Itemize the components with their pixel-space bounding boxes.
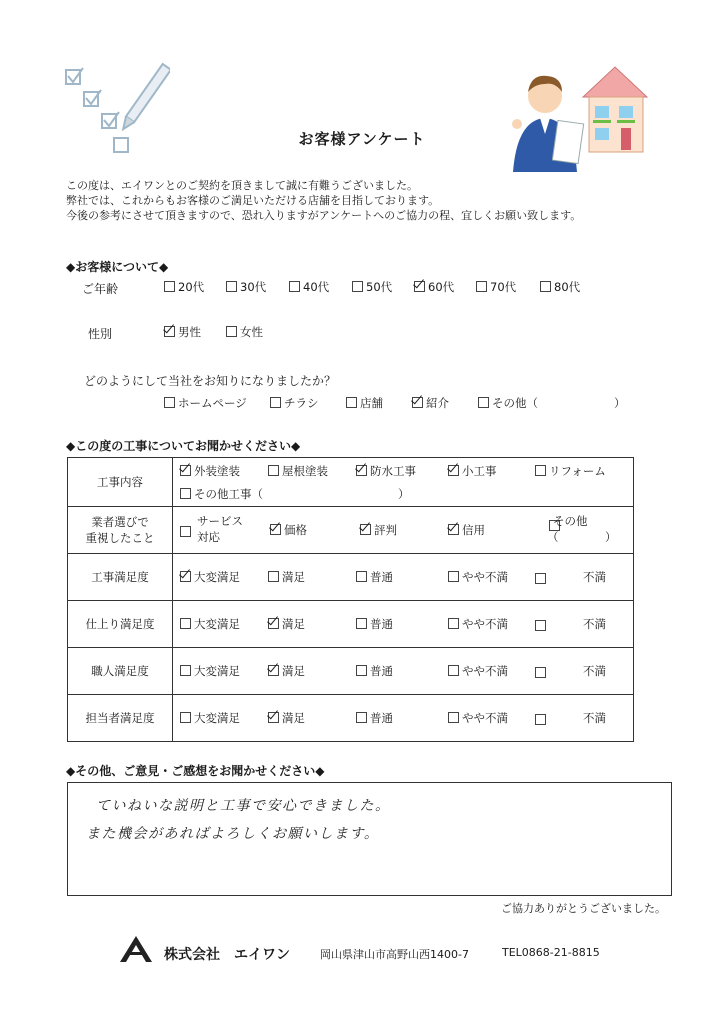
checkbox-label: 満足 xyxy=(282,711,305,725)
checkbox-option xyxy=(268,569,305,585)
checkbox-icon xyxy=(356,465,367,476)
company-name: 株式会社 エイワン xyxy=(164,947,290,963)
checkbox-label: リフォーム xyxy=(549,464,606,478)
row-label: 工事満足度 xyxy=(68,554,173,601)
checkbox-icon xyxy=(356,571,367,582)
age-label: ご年齢 xyxy=(82,282,119,296)
intro-line: 今後の参考にさせて頂きますので、恐れ入りますがアンケートへのご協力の程、宜しくお願い致します。 xyxy=(66,209,582,222)
checkbox-icon xyxy=(535,620,546,631)
checkbox-option xyxy=(289,279,329,295)
checkbox-label: その他（ xyxy=(492,396,538,410)
checkbox-icon xyxy=(476,281,487,292)
gender-label: 性別 xyxy=(88,327,113,341)
checkbox-label: 40代 xyxy=(303,280,330,294)
checkbox-label: やや不満 xyxy=(462,664,508,678)
thanks-text: ご協力ありがとうございました。 xyxy=(501,902,666,915)
checkbox-option xyxy=(268,663,305,679)
checkbox-icon xyxy=(270,524,281,535)
intro-line: 弊社では、これからもお客様のご満足いただける店舗を目指しております。 xyxy=(66,194,440,207)
choice-other-open: （ xyxy=(547,530,559,544)
checkbox-label: 20代 xyxy=(178,280,205,294)
checkbox-label: やや不満 xyxy=(462,570,508,584)
checkbox-label: チラシ xyxy=(284,396,319,410)
checkbox-option xyxy=(180,569,240,585)
salesman-house-illustration xyxy=(505,62,655,174)
checkbox-icon xyxy=(540,281,551,292)
satisfaction-options xyxy=(173,601,633,647)
work-survey-table xyxy=(67,457,634,742)
how-question: どのようにして当社をお知りになりましたか？ xyxy=(84,374,337,388)
checkbox-icon xyxy=(180,488,191,499)
checkbox-icon xyxy=(268,465,279,476)
checkbox-option xyxy=(356,663,393,679)
company-address: 岡山県津山市高野山西1400-7 xyxy=(320,948,469,961)
checkbox-label: 屋根塗装 xyxy=(282,464,328,478)
checkbox-option xyxy=(448,710,508,726)
checkbox-option xyxy=(352,279,392,295)
checkbox-label: 大変満足 xyxy=(194,664,240,678)
checkbox-label: 不満 xyxy=(583,617,606,631)
checkbox-option xyxy=(180,663,240,679)
checkbox-icon xyxy=(356,712,367,723)
checkbox-label: 30代 xyxy=(240,280,267,294)
checkbox-label: 不満 xyxy=(583,711,606,725)
checkbox-icon xyxy=(180,465,191,476)
company-logo-icon xyxy=(118,934,154,964)
checkbox-label: 70代 xyxy=(490,280,517,294)
checkbox-icon xyxy=(535,714,546,725)
checkbox-icon xyxy=(268,618,279,629)
satisfaction-options xyxy=(173,554,633,600)
checkbox-icon xyxy=(226,281,237,292)
checkbox-label: 小工事 xyxy=(462,464,497,478)
checkbox-label: やや不満 xyxy=(462,617,508,631)
checkbox-option xyxy=(448,522,485,538)
checkbox-label: 満足 xyxy=(282,617,305,631)
page-title: お客様アンケート xyxy=(298,130,426,148)
checkbox-icon xyxy=(448,665,459,676)
checkbox-option xyxy=(448,569,508,585)
row-label: 仕上り満足度 xyxy=(68,601,173,648)
checkbox-icon xyxy=(164,326,175,337)
comment-line: また機会があればよろしくお願いします。 xyxy=(86,826,380,842)
checkbox-option xyxy=(478,395,538,411)
checkbox-option xyxy=(270,522,307,538)
checkbox-option xyxy=(476,279,516,295)
choice-other-close: ） xyxy=(605,530,617,544)
checkbox-label: 信用 xyxy=(462,523,485,537)
checkbox-icon xyxy=(448,465,459,476)
checkbox-icon xyxy=(180,665,191,676)
checkbox-option xyxy=(448,663,508,679)
checkbox-icon xyxy=(535,667,546,678)
checkbox-icon xyxy=(268,665,279,676)
checkbox-option xyxy=(180,616,240,632)
checkbox-label: 普通 xyxy=(370,570,393,584)
checkbox-icon xyxy=(360,524,371,535)
checkbox-option xyxy=(356,710,393,726)
checkbox-option xyxy=(270,395,319,411)
checkbox-label: 紹介 xyxy=(426,396,449,410)
checkbox-label: 普通 xyxy=(370,617,393,631)
checkbox-icon xyxy=(535,573,546,584)
checkbox-label: 60代 xyxy=(428,280,455,294)
checkbox-option xyxy=(356,569,393,585)
row-label: 担当者満足度 xyxy=(68,695,173,742)
row-label: 職人満足度 xyxy=(68,648,173,695)
checkbox-icon xyxy=(180,618,191,629)
checkbox-label: 不満 xyxy=(583,664,606,678)
checkbox-icon xyxy=(448,571,459,582)
row-label: 工事内容 xyxy=(68,458,173,507)
how-other-close: ） xyxy=(614,396,626,410)
checkbox-label: 80代 xyxy=(554,280,581,294)
checkbox-option xyxy=(414,279,454,295)
checkbox-icon xyxy=(356,665,367,676)
checkbox-option xyxy=(226,324,263,340)
checkbox-option xyxy=(535,463,606,479)
checkbox-option xyxy=(412,395,449,411)
checkbox-label: 満足 xyxy=(282,664,305,678)
checklist-pencil-illustration xyxy=(60,58,170,168)
checkbox-option xyxy=(164,324,201,340)
row-label: 業者選びで 重視したこと xyxy=(68,507,173,554)
checkbox-label: 大変満足 xyxy=(194,570,240,584)
checkbox-option xyxy=(180,710,240,726)
section-customer-heading: ◆お客様について◆ xyxy=(66,260,169,274)
checkbox-option xyxy=(346,395,383,411)
checkbox-option xyxy=(268,710,305,726)
checkbox-label: やや不満 xyxy=(462,711,508,725)
choice-other-label: その他 xyxy=(553,514,588,528)
intro-line: この度は、エイワンとのご契約を頂きまして誠に有難うございました。 xyxy=(66,179,418,192)
checkbox-icon xyxy=(289,281,300,292)
comment-box xyxy=(67,782,672,896)
checkbox-label: 価格 xyxy=(284,523,307,537)
checkbox-icon xyxy=(356,618,367,629)
choice-label-service: サービス xyxy=(197,514,243,528)
checkbox-option xyxy=(360,522,397,538)
checkbox-option xyxy=(226,279,266,295)
checkbox-icon xyxy=(412,397,423,408)
checkbox-icon xyxy=(478,397,489,408)
checkbox-label: その他工事（ xyxy=(194,487,263,501)
checkbox-icon xyxy=(448,524,459,535)
satisfaction-options xyxy=(173,648,633,694)
checkbox-option xyxy=(180,486,263,502)
checkbox-label: 評判 xyxy=(374,523,397,537)
checkbox-label: 普通 xyxy=(370,711,393,725)
choice-options xyxy=(173,507,633,553)
checkbox-icon xyxy=(448,712,459,723)
work-other-close: ） xyxy=(398,487,410,501)
checkbox-label: 普通 xyxy=(370,664,393,678)
checkbox-icon xyxy=(268,712,279,723)
checkbox-icon xyxy=(414,281,425,292)
checkbox-icon xyxy=(180,571,191,582)
choice-label-service: 対応 xyxy=(197,530,220,544)
checkbox-label: 大変満足 xyxy=(194,711,240,725)
checkbox-label: 店舗 xyxy=(360,396,383,410)
comment-line: ていねいな説明と工事で安心できました。 xyxy=(96,798,391,814)
checkbox-icon xyxy=(180,526,191,537)
checkbox-icon xyxy=(352,281,363,292)
checkbox-label: 防水工事 xyxy=(370,464,416,478)
checkbox-option xyxy=(268,463,328,479)
checkbox-icon xyxy=(346,397,357,408)
checkbox-icon xyxy=(164,281,175,292)
checkbox-option xyxy=(448,463,497,479)
checkbox-option xyxy=(164,279,204,295)
checkbox-icon xyxy=(268,571,279,582)
section-comment-heading: ◆その他、ご意見・ご感想をお聞かせください◆ xyxy=(66,764,325,778)
checkbox-icon xyxy=(226,326,237,337)
section-work-heading: ◆この度の工事についてお聞かせください◆ xyxy=(66,439,301,453)
checkbox-icon xyxy=(448,618,459,629)
company-tel: TEL0868-21-8815 xyxy=(502,946,600,959)
checkbox-label: ホームページ xyxy=(178,396,247,410)
checkbox-option xyxy=(356,616,393,632)
checkbox-icon xyxy=(164,397,175,408)
checkbox-icon xyxy=(180,712,191,723)
checkbox-label: 満足 xyxy=(282,570,305,584)
checkbox-label: 不満 xyxy=(583,570,606,584)
checkbox-option xyxy=(448,616,508,632)
checkbox-icon xyxy=(270,397,281,408)
intro-text xyxy=(66,178,581,223)
checkbox-icon xyxy=(535,465,546,476)
checkbox-option xyxy=(356,463,416,479)
checkbox-option xyxy=(540,279,580,295)
checkbox-label: 50代 xyxy=(366,280,393,294)
checkbox-option xyxy=(164,395,247,411)
checkbox-option xyxy=(180,463,240,479)
checkbox-label: 女性 xyxy=(240,325,263,339)
work-options xyxy=(173,458,633,506)
satisfaction-options xyxy=(173,695,633,741)
checkbox-option xyxy=(268,616,305,632)
checkbox-label: 大変満足 xyxy=(194,617,240,631)
checkbox-label: 外装塗装 xyxy=(194,464,240,478)
checkbox-label: 男性 xyxy=(178,325,201,339)
